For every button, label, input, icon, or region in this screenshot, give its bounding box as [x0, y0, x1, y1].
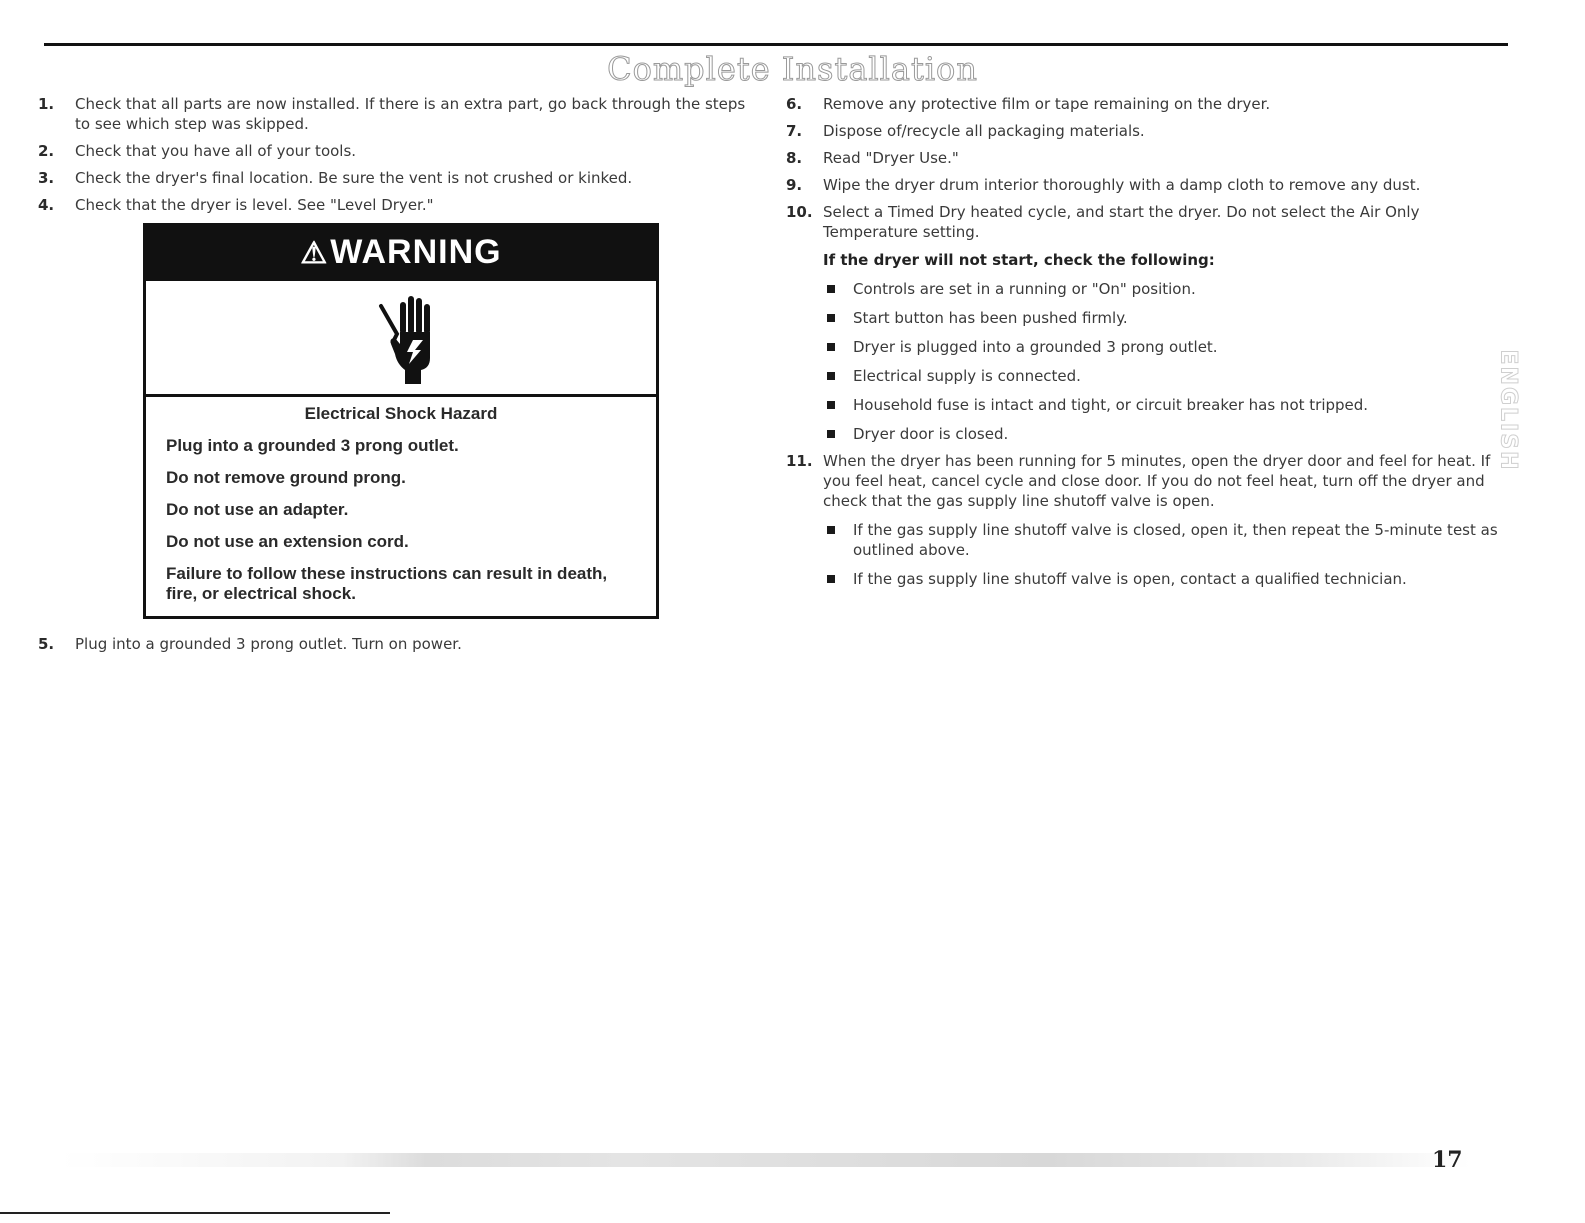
- warning-text: [146, 404, 656, 604]
- step-1: [38, 94, 760, 134]
- step-number: 1.: [38, 95, 55, 113]
- warning-header-text: WARNING: [330, 233, 502, 271]
- step-text: Select a Timed Dry heated cycle, and start the dryer. Do not select the Air Only Temperature setting.: [823, 203, 1420, 241]
- top-rule: [44, 43, 1508, 46]
- warning-line: Do not use an adapter.: [166, 500, 349, 519]
- bullet-square-icon: [827, 372, 835, 380]
- bullet-text: If the gas supply line shutoff valve is open, contact a qualified technician.: [853, 570, 1407, 588]
- step-number: 6.: [786, 95, 803, 113]
- bottom-rule: [0, 1212, 390, 1214]
- warning-line: Failure to follow these instructions can result in death, fire, or electrical shock.: [166, 564, 608, 603]
- bullet-text: Start button has been pushed firmly.: [853, 309, 1128, 327]
- list-item: [823, 308, 1502, 328]
- step-text: Wipe the dryer drum interior thoroughly with a damp cloth to remove any dust.: [823, 176, 1421, 194]
- step-text: Check that all parts are now installed. If there is an extra part, go back through the steps to see which step was skipped.: [75, 95, 746, 133]
- right-column: [786, 94, 1502, 596]
- language-side-tab: [1478, 340, 1538, 480]
- warning-triangle-icon: ⚠: [300, 237, 329, 270]
- step-text: When the dryer has been running for 5 minutes, open the dryer door and feel for heat. If you feel heat, cancel cycle and close door. If you do not feel heat, turn off the dryer and check that the gas supply line shutoff valve is open.: [823, 452, 1491, 510]
- bullet-square-icon: [827, 575, 835, 583]
- step-number: 4.: [38, 196, 55, 214]
- side-tab-label: ENGLISH: [1495, 349, 1521, 471]
- step-7: [786, 121, 1502, 141]
- bullet-square-icon: [827, 314, 835, 322]
- step-number: 9.: [786, 176, 803, 194]
- electrical-shock-hand-icon: [351, 288, 451, 388]
- step-number: 8.: [786, 149, 803, 167]
- list-item: [823, 520, 1502, 560]
- page-title: Complete Installation: [607, 50, 978, 88]
- bullet-square-icon: [827, 343, 835, 351]
- step-text: Plug into a grounded 3 prong outlet. Turn on power.: [75, 635, 462, 653]
- warning-line: Do not remove ground prong.: [166, 468, 406, 487]
- step-4: [38, 195, 760, 215]
- step-5: [38, 634, 797, 654]
- list-item: [823, 366, 1502, 386]
- warning-box: [143, 223, 659, 619]
- step-10: [786, 202, 1502, 444]
- bullet-text: Dryer is plugged into a grounded 3 prong outlet.: [853, 338, 1218, 356]
- bullet-square-icon: [827, 285, 835, 293]
- bullet-text: Electrical supply is connected.: [853, 367, 1081, 385]
- bullet-square-icon: [827, 401, 835, 409]
- step-number: 5.: [38, 635, 55, 653]
- step-text: Check that you have all of your tools.: [75, 142, 357, 160]
- step-text: Remove any protective film or tape remaining on the dryer.: [823, 95, 1271, 113]
- step-number: 7.: [786, 122, 803, 140]
- warning-line: Plug into a grounded 3 prong outlet.: [166, 436, 459, 455]
- step-3: [38, 168, 760, 188]
- step-number: 10.: [786, 203, 813, 221]
- step-number: 2.: [38, 142, 55, 160]
- page-number: 17: [1432, 1147, 1463, 1173]
- bullet-text: Dryer door is closed.: [853, 425, 1009, 443]
- step-number: 3.: [38, 169, 55, 187]
- step-8: [786, 148, 1502, 168]
- bullet-text: If the gas supply line shutoff valve is closed, open it, then repeat the 5-minute test as outlined above.: [853, 521, 1498, 559]
- step-number: 11.: [786, 452, 813, 470]
- bullet-text: Household fuse is intact and tight, or circuit breaker has not tripped.: [853, 396, 1369, 414]
- step-text: Dispose of/recycle all packaging materials.: [823, 122, 1145, 140]
- list-item: [823, 395, 1502, 415]
- step-text: Read "Dryer Use.": [823, 149, 959, 167]
- step-2: [38, 141, 760, 161]
- troubleshoot-subheading: If the dryer will not start, check the following:: [823, 251, 1215, 269]
- step-11: [786, 451, 1502, 589]
- step-6: [786, 94, 1502, 114]
- bullet-square-icon: [827, 526, 835, 534]
- bullet-square-icon: [827, 430, 835, 438]
- list-item: [823, 279, 1502, 299]
- list-item: [823, 424, 1502, 444]
- step-text: Check the dryer's final location. Be sure the vent is not crushed or kinked.: [75, 169, 633, 187]
- list-item: [823, 569, 1502, 589]
- warning-icon-area: [146, 278, 656, 397]
- warning-header: [146, 226, 656, 278]
- hazard-title: Electrical Shock Hazard: [304, 404, 498, 423]
- bullet-text: Controls are set in a running or "On" position.: [853, 280, 1196, 298]
- footer-band: [60, 1153, 1470, 1167]
- warning-line: Do not use an extension cord.: [166, 532, 409, 551]
- left-column: [38, 94, 760, 222]
- list-item: [823, 337, 1502, 357]
- step-9: [786, 175, 1502, 195]
- step-text: Check that the dryer is level. See "Level Dryer.": [75, 196, 434, 214]
